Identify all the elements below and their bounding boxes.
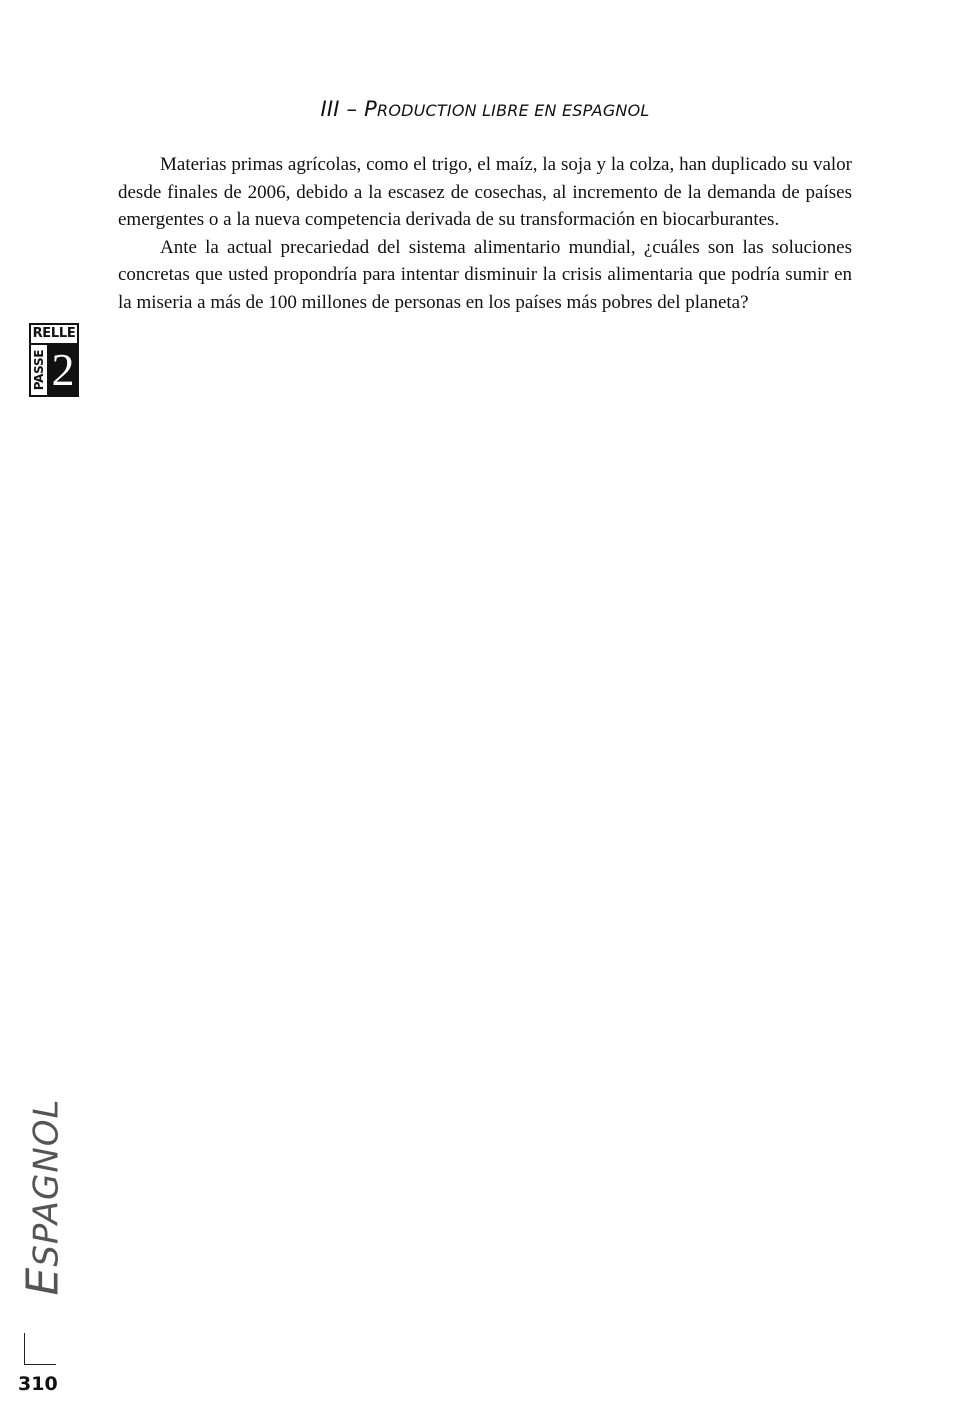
section-heading: [118, 94, 852, 126]
side-label-rest: SPAGNOL: [26, 1098, 67, 1267]
subject-side-label: [17, 1098, 69, 1296]
heading-prefix: III –: [320, 97, 365, 121]
badge-side: [31, 345, 49, 395]
badge-number: 2: [49, 345, 77, 395]
corner-mark-horizontal: [24, 1364, 56, 1365]
body-text: [118, 151, 852, 316]
paragraph-2: Ante la actual precariedad del sistema alimentario mundial, ¿cuáles son las soluciones concretas que usted propondría para intentar disminuir la crisis alimentaria que podría sumir en la miseria a más de 100 millones de personas en los países más pobres del planeta?: [118, 236, 852, 313]
page-number: 310: [18, 1373, 58, 1395]
paragraph-1: Materias primas agrícolas, como el trigo, el maíz, la soja y la colza, han duplicado su valor desde finales de 2006, debido a la escasez de cosechas, al incremento de la demanda de países emergentes o a la nueva competencia derivada de su transformación en biocarburantes.: [118, 154, 852, 230]
corner-mark-vertical: [24, 1333, 25, 1365]
heading-rest: RODUCTION LIBRE EN ESPAGNOL: [377, 101, 650, 120]
heading-first-letter: P: [364, 97, 378, 121]
passerelle-2-badge: [29, 323, 79, 397]
badge-side-label: PASSE: [32, 349, 46, 391]
badge-top-label: RELLE: [31, 325, 77, 345]
side-label-first-letter: E: [17, 1266, 69, 1296]
